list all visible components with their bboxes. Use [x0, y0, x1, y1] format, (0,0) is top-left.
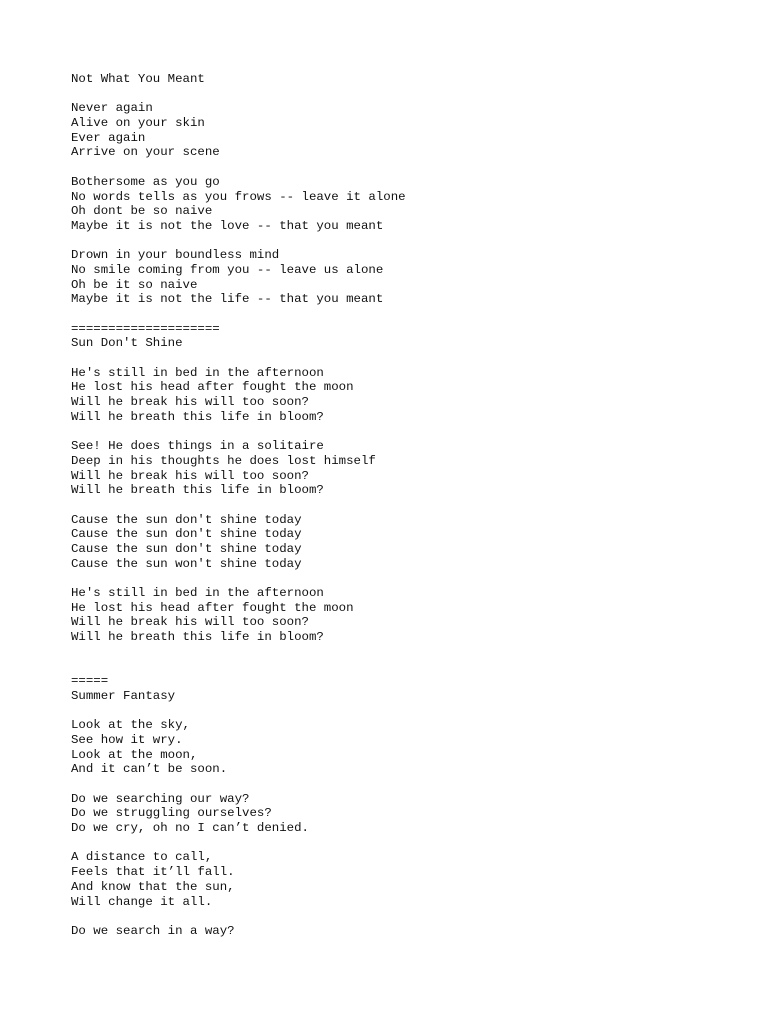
text-line: Cause the sun won't shine today	[71, 556, 302, 571]
text-line: Will he breath this life in bloom?	[71, 483, 324, 498]
text-line: No words tells as you frows -- leave it alone	[71, 189, 406, 204]
text-line: Will he break his will too soon?	[71, 468, 309, 483]
text-line: A distance to call,	[71, 850, 213, 865]
text-line: No smile coming from you -- leave us alone	[71, 262, 384, 277]
blank-line	[71, 498, 751, 513]
text-line: Cause the sun don't shine today	[71, 542, 302, 556]
text-line: Oh be it so naive	[71, 277, 198, 292]
text-line: Will he break his will too soon?	[71, 395, 309, 410]
text-line: Alive on your skin	[71, 116, 205, 131]
text-line: Maybe it is not the love -- that you meant	[71, 218, 384, 233]
text-line: Feels that it’ll fall.	[71, 865, 235, 880]
text-line: And it can’t be soon.	[71, 762, 228, 777]
text-line: Cause the sun don't shine today	[71, 512, 302, 527]
blank-line	[71, 307, 751, 322]
text-line: Sun Don't Shine	[71, 336, 183, 351]
document-page	[71, 72, 751, 939]
text-line: Will he break his will too soon?	[71, 615, 309, 630]
text-line: Deep in his thoughts he does lost himself	[71, 453, 376, 468]
text-line: Ever again	[71, 130, 146, 145]
blank-line	[71, 704, 751, 719]
text-line: He's still in bed in the afternoon	[71, 586, 324, 601]
text-line: Cause the sun don't shine today	[71, 527, 302, 542]
text-line: Never again	[71, 101, 153, 116]
blank-line	[71, 836, 751, 851]
text-line: He lost his head after fought the moon	[71, 380, 354, 395]
text-line: Maybe it is not the life -- that you meant	[71, 292, 384, 307]
text-line: Drown in your boundless mind	[71, 248, 280, 263]
text-line: Do we struggling ourselves?	[71, 806, 272, 821]
text-line: Look at the moon,	[71, 747, 198, 762]
text-line: Will he breath this life in bloom?	[71, 409, 324, 424]
blank-line	[71, 645, 751, 660]
text-line: Do we searching our way?	[71, 791, 250, 806]
text-line: Look at the sky,	[71, 718, 190, 733]
text-line: Bothersome as you go	[71, 174, 220, 189]
blank-line	[71, 234, 751, 249]
text-line: Not What You Meant	[71, 72, 205, 86]
text-line: He's still in bed in the afternoon	[71, 365, 324, 380]
text-line: ====================	[71, 321, 220, 336]
text-line: He lost his head after fought the moon	[71, 600, 354, 615]
text-line: Will change it all.	[71, 894, 213, 909]
blank-line	[71, 660, 751, 675]
text-line: See! He does things in a solitaire	[71, 439, 324, 454]
blank-line	[71, 87, 751, 102]
blank-line	[71, 425, 751, 440]
blank-line	[71, 160, 751, 175]
blank-line	[71, 777, 751, 792]
blank-line	[71, 571, 751, 586]
text-line: Oh dont be so naive	[71, 204, 213, 219]
text-line: Will he breath this life in bloom?	[71, 630, 324, 645]
text-line: Summer Fantasy	[71, 688, 176, 703]
text-line: See how it wry.	[71, 732, 183, 747]
blank-line	[71, 351, 751, 366]
text-line: Do we cry, oh no I can’t denied.	[71, 821, 309, 836]
text-line: Do we search in a way?	[71, 923, 235, 938]
text-line: =====	[71, 674, 109, 689]
text-line: And know that the sun,	[71, 879, 235, 894]
text-line: Arrive on your scene	[71, 145, 220, 160]
blank-line	[71, 909, 751, 924]
